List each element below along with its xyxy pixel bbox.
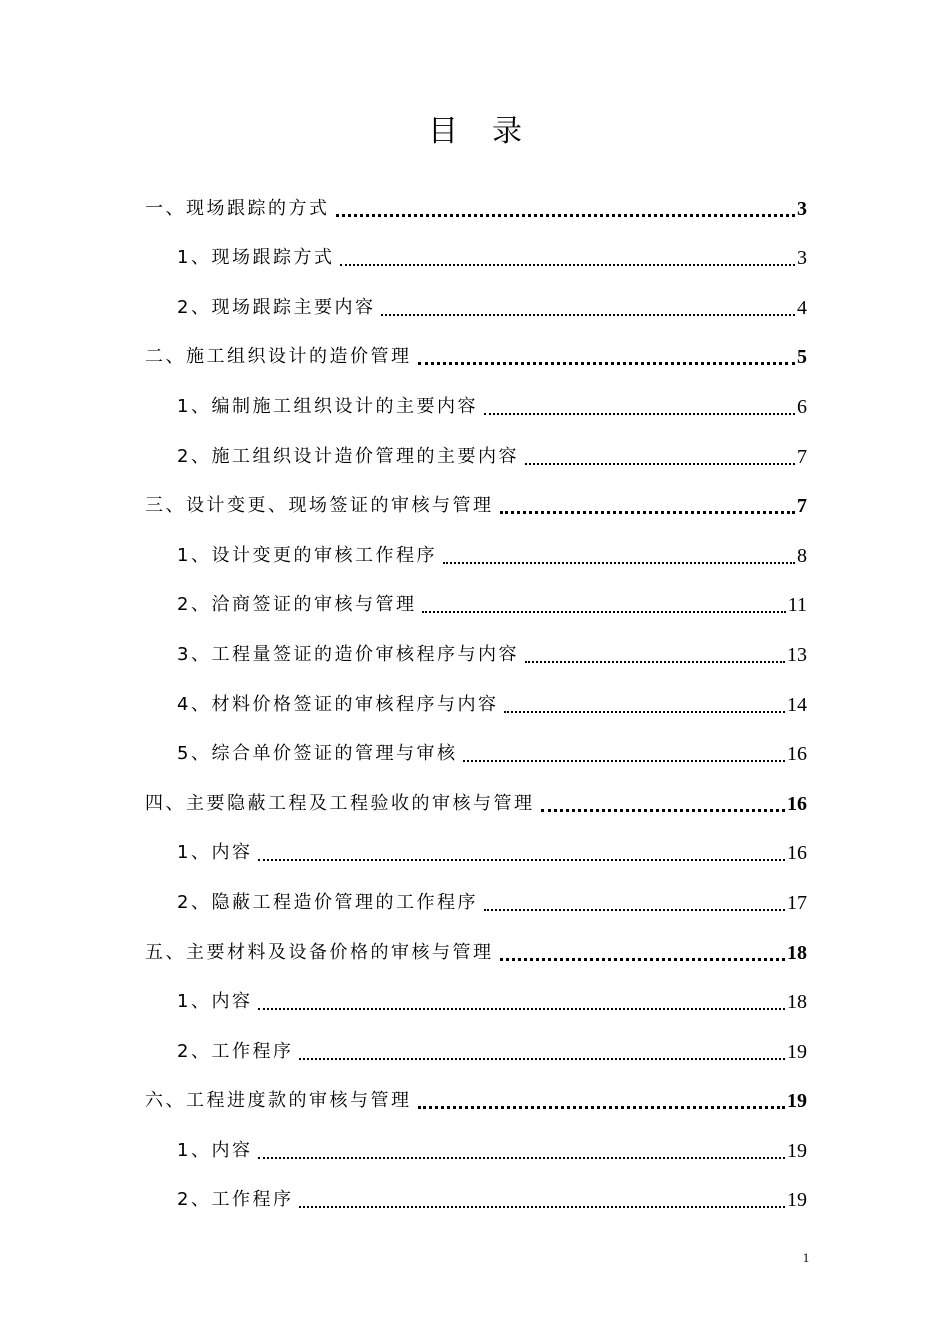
toc-page-number: 16 <box>787 842 807 865</box>
toc-entry-text: 1、内容 <box>177 842 253 864</box>
toc-page-number: 8 <box>797 544 807 567</box>
toc-page-number: 17 <box>787 891 807 914</box>
toc-entry-text: 1、设计变更的审核工作程序 <box>177 544 437 566</box>
toc-dot-leader <box>336 214 796 217</box>
toc-page-number: 13 <box>787 643 807 666</box>
toc-dot-leader <box>500 511 796 514</box>
toc-entry-text: 1、内容 <box>177 1139 253 1161</box>
toc-subsection-entry[interactable] <box>145 530 807 580</box>
toc-page-number: 14 <box>787 693 807 716</box>
toc-entry-text: 1、现场跟踪方式 <box>177 247 335 269</box>
toc-entry-text: 一、现场跟踪的方式 <box>145 197 330 219</box>
toc-dot-leader <box>443 562 795 564</box>
toc-dot-leader <box>463 760 785 762</box>
toc-entry-text: 三、设计变更、现场签证的审核与管理 <box>145 495 494 517</box>
toc-dot-leader <box>504 711 785 713</box>
toc-dot-leader <box>381 314 795 316</box>
toc-dot-leader <box>299 1058 785 1060</box>
toc-page-number: 11 <box>787 594 807 617</box>
toc-dot-leader <box>258 859 785 861</box>
toc-page-number: 7 <box>797 495 807 518</box>
toc-dot-leader <box>525 463 795 465</box>
toc-dot-leader <box>258 1157 785 1159</box>
toc-entry-text: 六、工程进度款的审核与管理 <box>145 1090 412 1112</box>
toc-subsection-entry[interactable] <box>145 233 807 283</box>
toc-entry-text: 2、工作程序 <box>177 1189 294 1211</box>
toc-page-number: 16 <box>787 792 807 815</box>
toc-entry-text: 4、材料价格签证的审核程序与内容 <box>177 693 499 715</box>
toc-dot-leader <box>299 1206 785 1208</box>
toc-dot-leader <box>418 362 796 365</box>
toc-page-number: 7 <box>797 445 807 468</box>
toc-subsection-entry[interactable] <box>145 431 807 481</box>
toc-subsection-entry[interactable] <box>145 629 807 679</box>
toc-entry-text: 五、主要材料及设备价格的审核与管理 <box>145 941 494 963</box>
toc-page-number: 6 <box>797 395 807 418</box>
page-number: 1 <box>802 1250 810 1265</box>
toc-subsection-entry[interactable] <box>145 1125 807 1175</box>
toc-page-number: 16 <box>787 743 807 766</box>
toc-subsection-entry[interactable] <box>145 1175 807 1225</box>
toc-entry-text: 2、施工组织设计造价管理的主要内容 <box>177 445 519 467</box>
toc-dot-leader <box>340 264 795 266</box>
toc-page-number: 4 <box>797 296 807 319</box>
toc-page-number: 18 <box>787 941 807 964</box>
toc-section-entry[interactable] <box>145 332 807 382</box>
toc-entry-text: 1、内容 <box>177 991 253 1013</box>
toc-section-entry[interactable] <box>145 927 807 977</box>
toc-subsection-entry[interactable] <box>145 381 807 431</box>
toc-entry-text: 2、工作程序 <box>177 1040 294 1062</box>
toc-dot-leader <box>418 1106 786 1109</box>
toc-dot-leader <box>500 958 786 961</box>
toc-page-number: 18 <box>787 991 807 1014</box>
toc-subsection-entry[interactable] <box>145 580 807 630</box>
toc-dot-leader <box>484 909 785 911</box>
toc-dot-leader <box>258 1008 785 1010</box>
toc-section-entry[interactable] <box>145 778 807 828</box>
toc-section-entry[interactable] <box>145 183 807 233</box>
toc-title-char-2: 录 <box>492 114 522 149</box>
toc-entry-text: 3、工程量签证的造价审核程序与内容 <box>177 643 519 665</box>
toc-subsection-entry[interactable] <box>145 679 807 729</box>
toc-dot-leader <box>525 661 785 663</box>
toc-page-number: 5 <box>797 346 807 369</box>
toc-title <box>0 112 950 152</box>
toc-subsection-entry[interactable] <box>145 1026 807 1076</box>
toc-entry-text: 2、隐蔽工程造价管理的工作程序 <box>177 891 478 913</box>
table-of-contents <box>145 183 807 1224</box>
toc-entry-text: 2、洽商签证的审核与管理 <box>177 594 417 616</box>
toc-section-entry[interactable] <box>145 481 807 531</box>
toc-entry-text: 5、综合单价签证的管理与审核 <box>177 743 458 765</box>
toc-entry-text: 二、施工组织设计的造价管理 <box>145 346 412 368</box>
toc-page-number: 3 <box>797 197 807 220</box>
toc-entry-text: 1、编制施工组织设计的主要内容 <box>177 395 478 417</box>
toc-page-number: 19 <box>787 1090 807 1113</box>
toc-dot-leader <box>541 809 786 812</box>
toc-subsection-entry[interactable] <box>145 729 807 779</box>
toc-page-number: 19 <box>787 1139 807 1162</box>
toc-subsection-entry[interactable] <box>145 828 807 878</box>
toc-subsection-entry[interactable] <box>145 977 807 1027</box>
toc-entry-text: 2、现场跟踪主要内容 <box>177 296 376 318</box>
toc-page-number: 3 <box>797 247 807 270</box>
toc-dot-leader <box>422 611 785 613</box>
toc-title-char-1: 目 <box>428 114 458 149</box>
toc-section-entry[interactable] <box>145 1076 807 1126</box>
toc-entry-text: 四、主要隐蔽工程及工程验收的审核与管理 <box>145 792 535 814</box>
toc-dot-leader <box>484 413 795 415</box>
toc-page-number: 19 <box>787 1189 807 1212</box>
toc-subsection-entry[interactable] <box>145 282 807 332</box>
toc-subsection-entry[interactable] <box>145 877 807 927</box>
toc-page-number: 19 <box>787 1040 807 1063</box>
